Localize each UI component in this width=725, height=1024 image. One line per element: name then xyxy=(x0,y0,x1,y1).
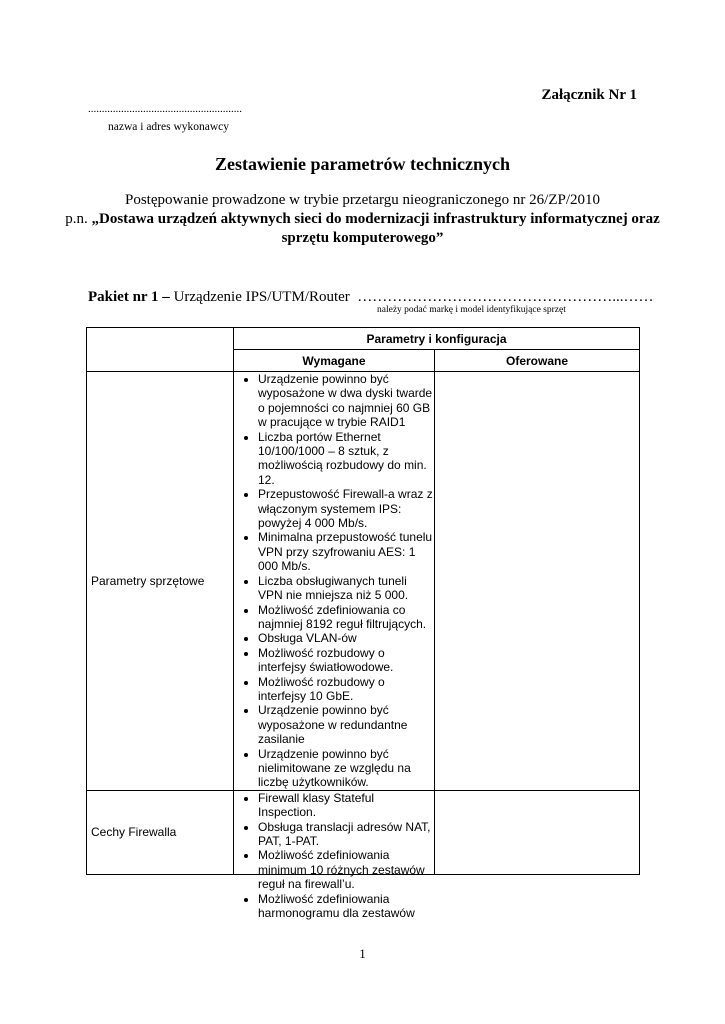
list-item: • Urządzenie powinno być nielimitowane ze względu na liczbę użytkowników. xyxy=(258,747,434,790)
table-row xyxy=(87,790,640,874)
list-item: • Obsługa VLAN-ów xyxy=(258,631,434,645)
list-item: • Minimalna przepustowość tunelu VPN przy szyfrowaniu AES: 1 000 Mb/s. xyxy=(258,530,434,573)
list-item: • Liczba obsługiwanych tuneli VPN nie mniejsza niż 5 000. xyxy=(258,574,434,603)
table-row xyxy=(87,372,640,791)
required-cell xyxy=(234,372,435,791)
list-item: • Urządzenie powinno być wyposażone w dwa dyski twarde o pojemności co najmniej 60 GB w pracujące w trybie RAID1 xyxy=(258,372,434,430)
list-item: • Liczba portów Ethernet 10/100/1000 – 8 sztuk, z możliwością rozbudowy do min. 12. xyxy=(258,430,434,488)
document-title: Zestawienie parametrów technicznych xyxy=(215,154,510,174)
package-note: należy podać markę i model identyfikujące sprzęt xyxy=(377,305,566,315)
list-item: • Możliwość zdefiniowania harmonogramu dla zestawów xyxy=(258,892,434,921)
row-label: Cechy Firewalla xyxy=(87,790,234,874)
requirements-list xyxy=(234,372,434,790)
subject-prefix: p.n. xyxy=(65,211,92,227)
package-label: Pakiet nr 1 – xyxy=(88,289,170,305)
list-item: • Możliwość zdefiniowania minimum 10 różnych zestawów reguł na firewall’u. xyxy=(258,848,434,891)
requirements-list xyxy=(234,791,434,921)
list-item: • Możliwość zdefiniowania co najmniej 8192 reguł filtrujących. xyxy=(258,603,434,632)
list-item: • Możliwość rozbudowy o interfejsy 10 GbE. xyxy=(258,675,434,704)
list-item: • Możliwość rozbudowy o interfejsy światłowodowe. xyxy=(258,646,434,675)
package-dots: ……………………………………………...…… xyxy=(357,289,654,305)
contractor-dots: ........................................................ xyxy=(88,103,242,115)
offered-cell[interactable] xyxy=(435,790,640,874)
page-number: 1 xyxy=(359,946,366,961)
procedure-line: Postępowanie prowadzone w trybie przetargu nieograniczonego nr 26/ZP/2010 xyxy=(124,192,600,208)
procedure-intro xyxy=(60,191,665,248)
contractor-label: nazwa i adres wykonawcy xyxy=(108,121,230,133)
parameters-table xyxy=(86,327,640,921)
row-label: Parametry sprzętowe xyxy=(87,372,234,791)
list-item: • Firewall klasy Stateful Inspection. xyxy=(258,791,434,820)
required-cell xyxy=(234,790,435,921)
col-offered-header: Oferowane xyxy=(435,350,640,372)
package-device: Urządzenie IPS/UTM/Router xyxy=(169,289,350,305)
offered-cell[interactable] xyxy=(435,372,640,791)
package-line xyxy=(88,289,654,306)
procedure-subject xyxy=(60,210,665,248)
col-required-header: Wymagane xyxy=(234,350,435,372)
subject-title: „Dostawa urządzeń aktywnych sieci do modernizacji infrastruktury informatycznej oraz sprzętu komputerowego” xyxy=(91,211,660,246)
list-item: • Obsługa translacji adresów NAT, PAT, 1-PAT. xyxy=(258,820,434,849)
list-item: • Przepustowość Firewall-a wraz z włączonym systemem IPS: powyżej 4 000 Mb/s. xyxy=(258,487,434,530)
group-header: Parametry i konfiguracja xyxy=(234,328,640,350)
empty-corner-cell xyxy=(87,328,234,372)
list-item: • Urządzenie powinno być wyposażone w redundantne zasilanie xyxy=(258,703,434,746)
attachment-label: Załącznik Nr 1 xyxy=(541,87,637,103)
